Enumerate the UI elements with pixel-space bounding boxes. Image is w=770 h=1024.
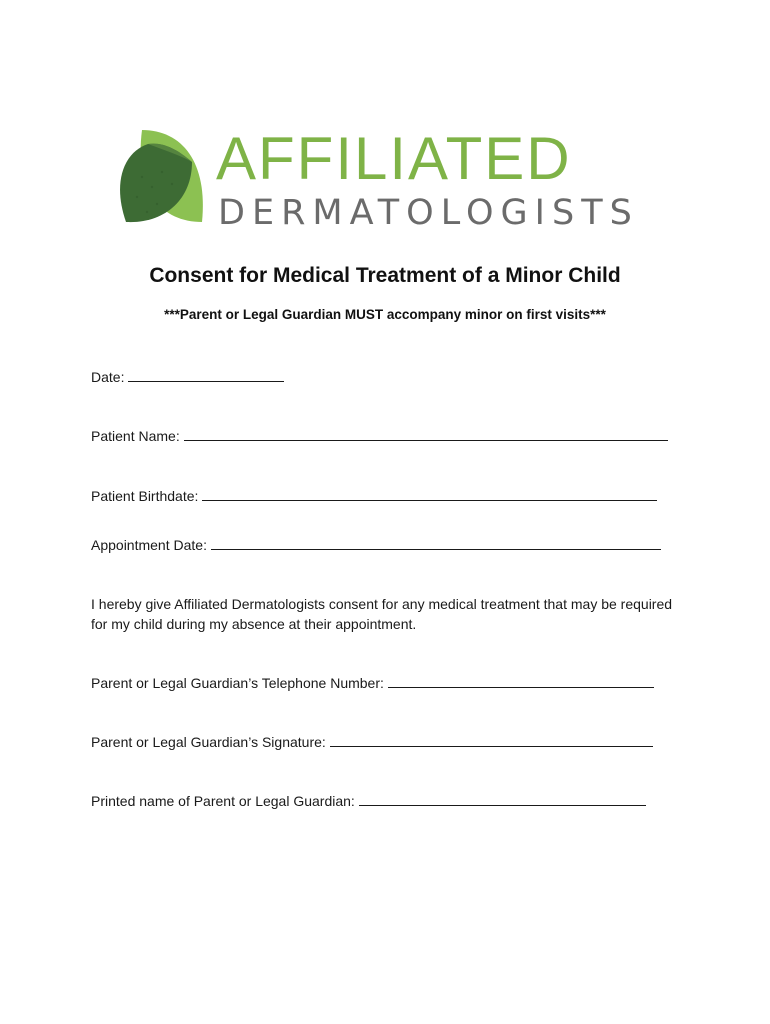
- patient-name-field: [91, 426, 668, 445]
- guardian-telephone-blank-line[interactable]: [388, 673, 654, 688]
- date-blank-line[interactable]: [128, 367, 284, 382]
- patient-name-label: Patient Name:: [91, 428, 180, 444]
- consent-statement: I hereby give Affiliated Dermatologists consent for any medical treatment that may be required for my child during my absence at their appointment.: [91, 596, 673, 632]
- logo-wordmark-bottom: DERMATOLOGISTS: [218, 193, 639, 233]
- patient-name-blank-line[interactable]: [184, 426, 668, 441]
- guardian-printed-name-blank-line[interactable]: [359, 791, 646, 806]
- patient-birthdate-label: Patient Birthdate:: [91, 488, 199, 504]
- guardian-telephone-label: Parent or Legal Guardian’s Telephone Number:: [91, 675, 384, 691]
- guardian-signature-label: Parent or Legal Guardian’s Signature:: [91, 734, 326, 750]
- guardian-telephone-field: [91, 673, 654, 692]
- document-title: Consent for Medical Treatment of a Minor Child: [149, 264, 621, 287]
- guardian-printed-name-label: Printed name of Parent or Legal Guardian:: [91, 793, 355, 809]
- appointment-date-field: [91, 535, 661, 554]
- leaf-icon: [112, 122, 212, 232]
- guardian-printed-name-field: [91, 791, 646, 810]
- guardian-notice: ***Parent or Legal Guardian MUST accompany minor on first visits***: [164, 307, 606, 322]
- appointment-date-blank-line[interactable]: [211, 535, 661, 550]
- guardian-signature-field: [91, 732, 653, 751]
- patient-birthdate-blank-line[interactable]: [202, 486, 657, 501]
- patient-birthdate-field: [91, 486, 657, 505]
- appointment-date-label: Appointment Date:: [91, 537, 207, 553]
- company-logo: [112, 122, 682, 242]
- logo-wordmark-top: AFFILIATED: [216, 125, 572, 192]
- date-field: [91, 367, 284, 386]
- date-label: Date:: [91, 369, 125, 385]
- guardian-signature-blank-line[interactable]: [330, 732, 653, 747]
